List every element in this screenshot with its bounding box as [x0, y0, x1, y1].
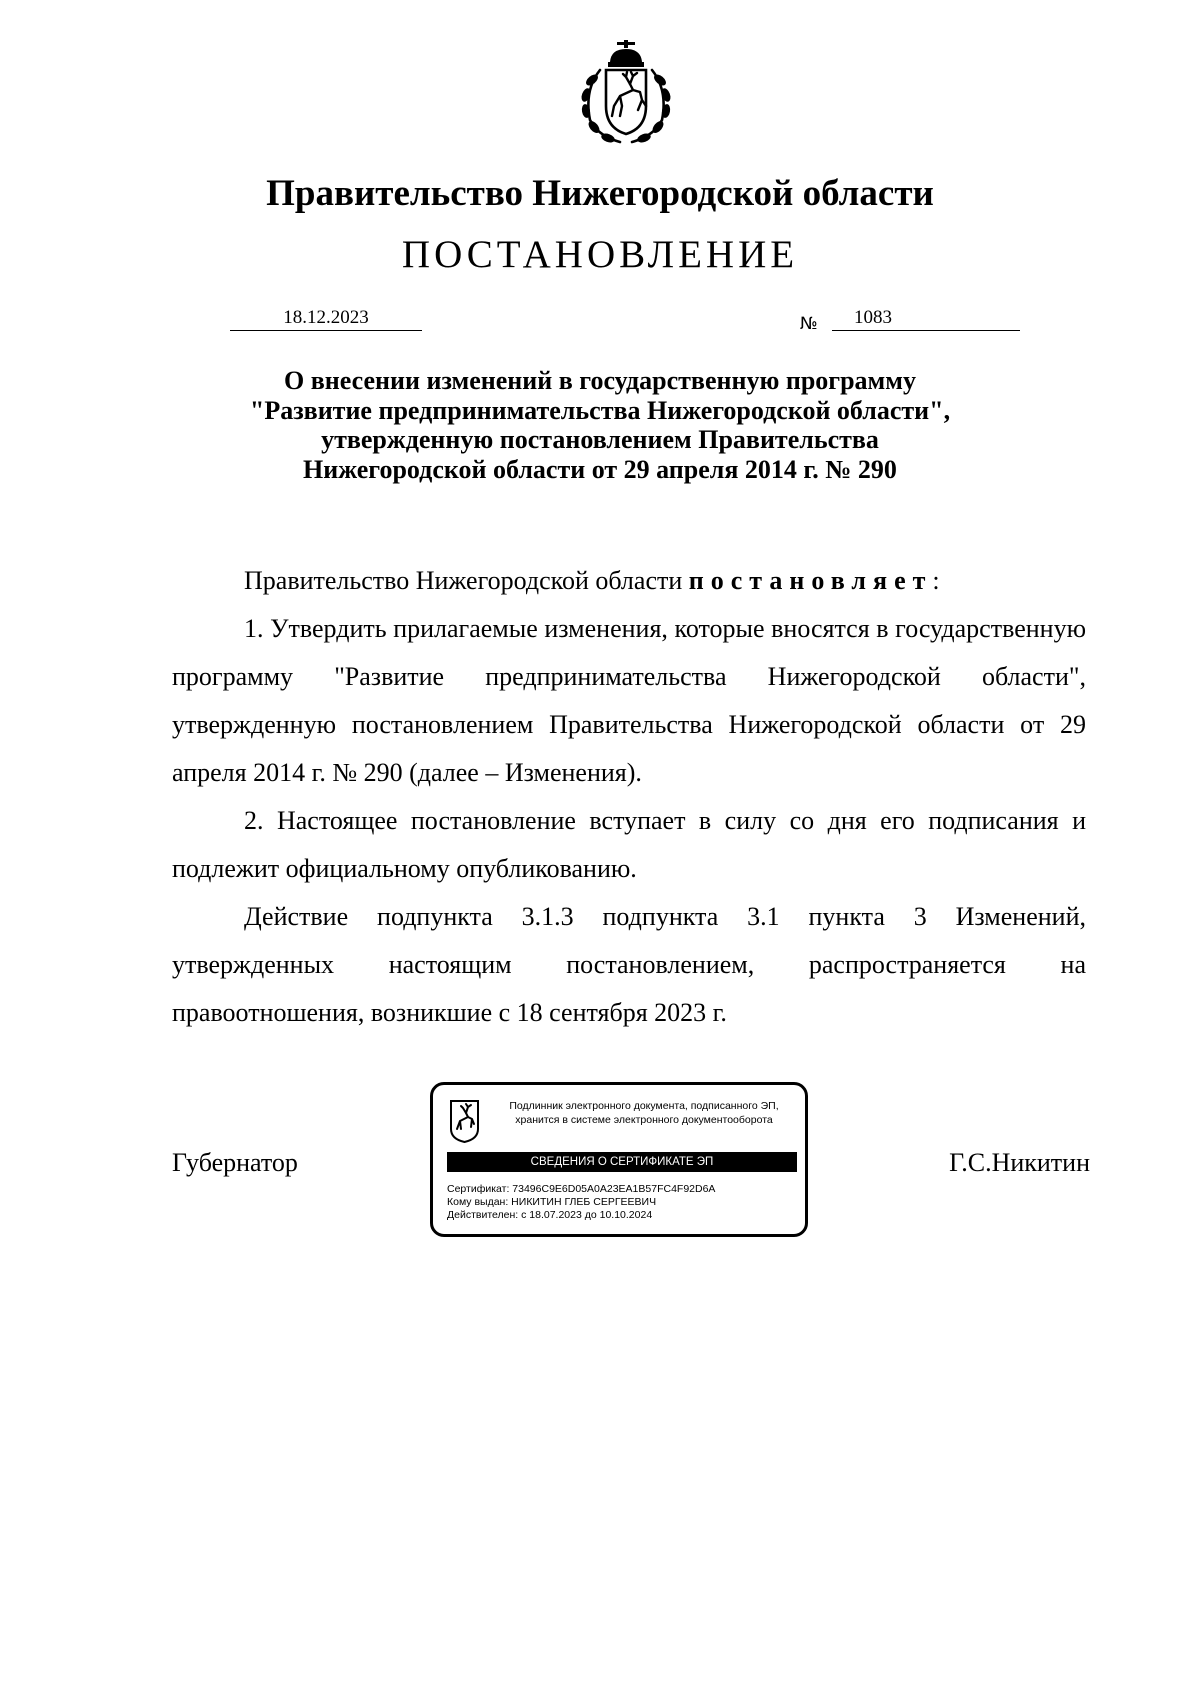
certificate-info-bar: СВЕДЕНИЯ О СЕРТИФИКАТЕ ЭП: [447, 1152, 797, 1172]
certificate-details: [447, 1183, 715, 1222]
certificate-serial: Сертификат: 73496C9E6D05A0A23EA1B57FC4F92D6A: [447, 1183, 716, 1195]
subject-line: О внесении изменений в государственную программу: [284, 366, 916, 395]
paragraph-2: 2. Настоящее постановление вступает в силу со дня его подписания и подлежит официальному опубликованию.: [172, 806, 1086, 883]
number-label: №: [800, 314, 818, 334]
document-body: [172, 557, 1086, 1037]
organization-title: Правительство Нижегородской области: [266, 173, 934, 214]
document-type-title: ПОСТАНОВЛЕНИЕ: [401, 233, 799, 276]
electronic-signature-stamp: [430, 1082, 808, 1237]
stamp-line: хранится в системе электронного документооборота: [515, 1114, 773, 1126]
subject-line: утвержденную постановлением Правительства: [321, 425, 879, 454]
document-number-field: [832, 307, 1020, 331]
signer-position: Губернатор: [172, 1148, 298, 1177]
subject-line: "Развитие предпринимательства Нижегородской области",: [249, 395, 951, 425]
paragraph-1: 1. Утвердить прилагаемые изменения, которые вносятся в государственную программу "Развитие предпринимательства Нижегородской области", утвержденную постановлением Правительства Нижегородской области от 29 апреля 2014 г. № 290 (далее – Изменения).: [172, 614, 1086, 787]
resolves-keyword: постановляет: [688, 566, 933, 595]
certificate-owner: Кому выдан: НИКИТИН ГЛЕБ СЕРГЕЕВИЧ: [447, 1196, 657, 1208]
deer-emblem-icon: [449, 1099, 480, 1143]
intro-paragraph: [172, 557, 1086, 605]
certificate-validity: Действителен: с 18.07.2023 до 10.10.2024: [447, 1209, 653, 1221]
document-date: 18.12.2023: [230, 307, 422, 331]
subject-line: Нижегородской области от 29 апреля 2014 г. № 290: [303, 454, 897, 484]
signer-name: Г.С.Никитин: [949, 1148, 1090, 1177]
stamp-header: [490, 1099, 798, 1127]
document-subject: [180, 366, 1020, 484]
coat-of-arms-icon: [570, 40, 682, 148]
stamp-line: Подлинник электронного документа, подписанного ЭП,: [509, 1100, 779, 1112]
intro-text: Правительство Нижегородской области: [244, 566, 689, 595]
document-number: 1083: [854, 307, 892, 328]
intro-colon: :: [932, 566, 940, 595]
paragraph-3: Действие подпункта 3.1.3 подпункта 3.1 пункта 3 Изменений, утвержденных настоящим постановлением, распространяется на правоотношения, возникшие с 18 сентября 2023 г.: [172, 902, 1086, 1027]
